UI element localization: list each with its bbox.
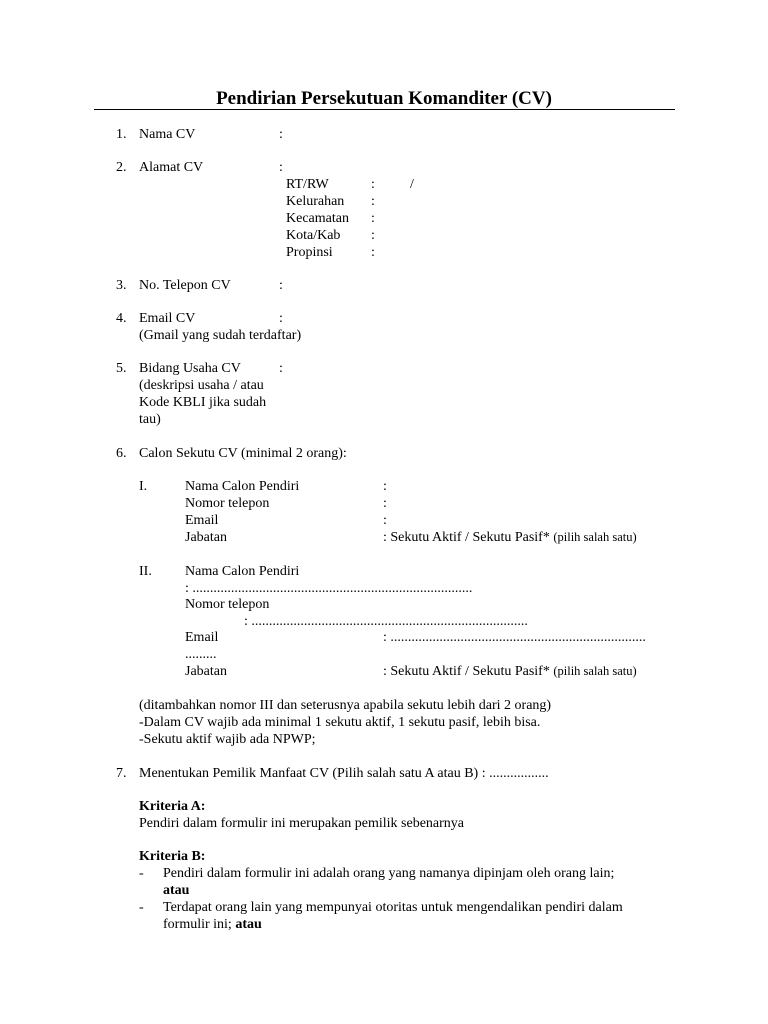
item-number-7: 7. (116, 766, 127, 781)
note-bidang-usaha-1: (deskripsi usaha / atau (139, 378, 264, 393)
partner-1-email-label: Email (185, 513, 219, 528)
partner-1-roman: I. (139, 479, 148, 494)
partner-1-phone-label: Nomor telepon (185, 496, 270, 511)
title-underline (94, 109, 675, 110)
partner-2-role-value (383, 663, 637, 680)
label-telepon-cv: No. Telepon CV (139, 278, 231, 293)
label-pemilik-manfaat: Menentukan Pemilik Manfaat CV (Pilih salah satu A atau B) : ................. (139, 766, 549, 781)
partner-2-role-label: Jabatan (185, 664, 227, 679)
note-partner-requirement: -Dalam CV wajib ada minimal 1 sekutu aktif, 1 sekutu pasif, lebih bisa. (139, 715, 541, 730)
partner-2-email-dots-wrap: ......... (185, 647, 217, 662)
item-number-3: 3. (116, 278, 127, 293)
item-number-1: 1. (116, 127, 127, 142)
partner-2-email-dots: : ......................................................................... (383, 630, 646, 645)
partner-1-email-colon: : (383, 513, 387, 528)
kriteria-b-item-2: Terdapat orang lain yang mempunyai otoritas untuk mengendalikan pendiri dalam (163, 900, 623, 915)
label-rt-rw: RT/RW (286, 177, 329, 192)
kriteria-b-item-2-atau: atau (235, 917, 262, 932)
partner-1-name-label: Nama Calon Pendiri (185, 479, 300, 494)
partner-2-phone-label: Nomor telepon (185, 597, 270, 612)
partner-2-role-hint: (pilih salah satu) (553, 664, 637, 678)
colon-rt-rw: : (371, 177, 375, 192)
item-number-6: 6. (116, 446, 127, 461)
partner-1-phone-colon: : (383, 496, 387, 511)
partner-1-role-value (383, 529, 637, 546)
partner-2-role-options: : Sekutu Aktif / Sekutu Pasif* (383, 664, 550, 679)
label-propinsi: Propinsi (286, 245, 333, 260)
colon-telepon-cv: : (279, 278, 283, 293)
label-bidang-usaha: Bidang Usaha CV (139, 361, 241, 376)
colon-email-cv: : (279, 311, 283, 326)
partner-1-role-hint: (pilih salah satu) (553, 530, 637, 544)
page-title: Pendirian Persekutuan Komanditer (CV) (216, 88, 552, 109)
colon-propinsi: : (371, 245, 375, 260)
label-email-cv: Email CV (139, 311, 196, 326)
note-additional-partners: (ditambahkan nomor III dan seterusnya apabila sekutu lebih dari 2 orang) (139, 698, 552, 713)
partner-2-name-label: Nama Calon Pendiri (185, 564, 300, 579)
kriteria-a-text: Pendiri dalam formulir ini merupakan pemilik sebenarnya (139, 816, 465, 831)
colon-kecamatan: : (371, 211, 375, 226)
item-number-5: 5. (116, 361, 127, 376)
colon-alamat-cv: : (279, 160, 283, 175)
partner-2-roman: II. (139, 564, 152, 579)
partner-1-name-colon: : (383, 479, 387, 494)
colon-kota-kab: : (371, 228, 375, 243)
kriteria-b-item-2-text: formulir ini; (163, 917, 236, 932)
label-kota-kab: Kota/Kab (286, 228, 341, 243)
kriteria-b-dash-1: - (139, 866, 144, 881)
partner-1-role-label: Jabatan (185, 530, 227, 545)
note-npwp: -Sekutu aktif wajib ada NPWP; (139, 732, 316, 747)
kriteria-b-item-1-atau: atau (163, 883, 190, 898)
colon-kelurahan: : (371, 194, 375, 209)
label-nama-cv: Nama CV (139, 127, 196, 142)
slash-rt-rw: / (410, 177, 414, 192)
label-kelurahan: Kelurahan (286, 194, 345, 209)
kriteria-a-title: Kriteria A: (139, 799, 206, 814)
kriteria-b-item-2-line-2 (163, 916, 262, 933)
label-kecamatan: Kecamatan (286, 211, 349, 226)
partner-2-name-dots: : ................................................................................ (185, 581, 473, 596)
label-alamat-cv: Alamat CV (139, 160, 204, 175)
colon-bidang-usaha: : (279, 361, 283, 376)
item-number-4: 4. (116, 311, 127, 326)
note-email-cv: (Gmail yang sudah terdaftar) (139, 328, 302, 343)
partner-1-role-options: : Sekutu Aktif / Sekutu Pasif* (383, 530, 550, 545)
partner-2-phone-dots: : ............................................................................... (244, 614, 528, 629)
partner-2-email-label: Email (185, 630, 219, 645)
label-calon-sekutu: Calon Sekutu CV (minimal 2 orang): (139, 446, 347, 461)
note-bidang-usaha-3: tau) (139, 412, 161, 427)
kriteria-b-item-1: Pendiri dalam formulir ini adalah orang yang namanya dipinjam oleh orang lain; (163, 866, 615, 881)
item-number-2: 2. (116, 160, 127, 175)
colon-nama-cv: : (279, 127, 283, 142)
kriteria-b-title: Kriteria B: (139, 849, 206, 864)
note-bidang-usaha-2: Kode KBLI jika sudah (139, 395, 267, 410)
kriteria-b-dash-2: - (139, 900, 144, 915)
